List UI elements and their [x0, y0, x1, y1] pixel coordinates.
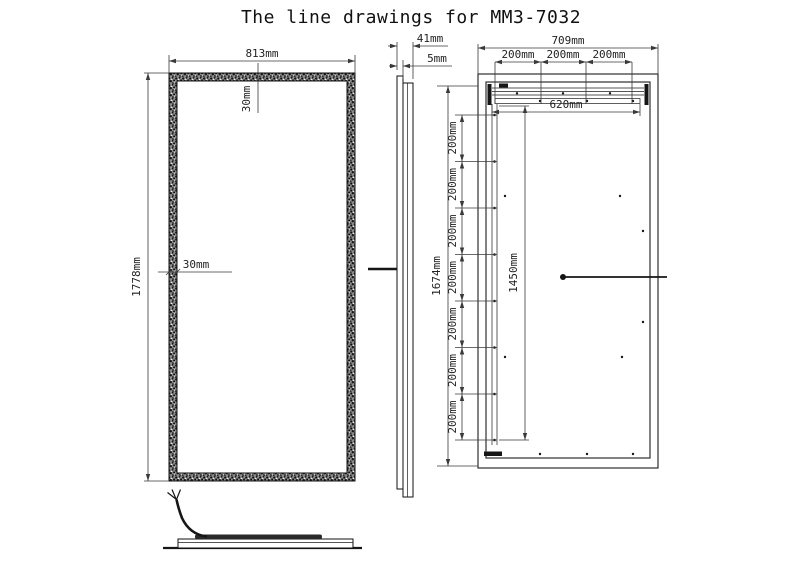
- dimension-label: 200mm: [501, 48, 535, 61]
- back-frame-outer: [478, 74, 658, 468]
- dimension-label: 200mm: [446, 214, 459, 248]
- dimension-label: 200mm: [446, 167, 459, 202]
- dimension-label: 813mm: [245, 47, 279, 60]
- dimension-label: 200mm: [592, 48, 626, 61]
- dimension-label: 5mm: [427, 52, 447, 65]
- drawing-title: The line drawings for MM3-7032: [240, 7, 582, 28]
- front-view: [130, 47, 355, 481]
- dimension-label: 620mm: [549, 98, 583, 111]
- dimension-label: 709mm: [551, 34, 585, 47]
- dimension-label: 1450mm: [507, 253, 520, 293]
- dim-front-height: [130, 73, 169, 481]
- hanging-bracket-right: [645, 84, 649, 105]
- dim-side-glass: [389, 52, 452, 79]
- dimension-label: 200mm: [446, 353, 459, 388]
- front-mirror-area: [177, 81, 347, 473]
- dim-back-side-holes: [446, 115, 497, 440]
- profile-view: [163, 490, 362, 549]
- dimension-label: 1674mm: [430, 256, 443, 296]
- dimension-label: 200mm: [446, 260, 459, 295]
- power-cable: [168, 490, 208, 537]
- dimension-label: 30mm: [240, 85, 253, 113]
- dimension-label: 200mm: [546, 48, 580, 61]
- hanging-bracket-left: [488, 84, 492, 105]
- dimension-label: 30mm: [182, 258, 210, 271]
- rail-clip: [499, 84, 508, 88]
- dimension-label: 200mm: [446, 400, 459, 434]
- dimension-label: 200mm: [446, 121, 459, 155]
- side-glass-layer: [397, 76, 403, 489]
- profile-led-bar: [195, 535, 322, 540]
- side-body-layer: [403, 83, 413, 497]
- profile-mirror-slab: [178, 539, 353, 548]
- dimension-label: 41mm: [416, 32, 444, 45]
- screw-hole-dots: [492, 195, 644, 455]
- rail-hole-dots: [493, 114, 496, 442]
- dimension-label: 200mm: [446, 307, 459, 341]
- dimension-label: 1778mm: [130, 257, 143, 297]
- dim-front-width: [169, 47, 355, 73]
- dim-back-top-holes: [495, 48, 632, 104]
- dim-rail-height: [499, 106, 529, 440]
- back-view: [430, 34, 667, 468]
- junction-box-mark: [484, 452, 502, 457]
- power-cable-mark: [560, 274, 667, 280]
- dim-rail-width: [492, 98, 640, 116]
